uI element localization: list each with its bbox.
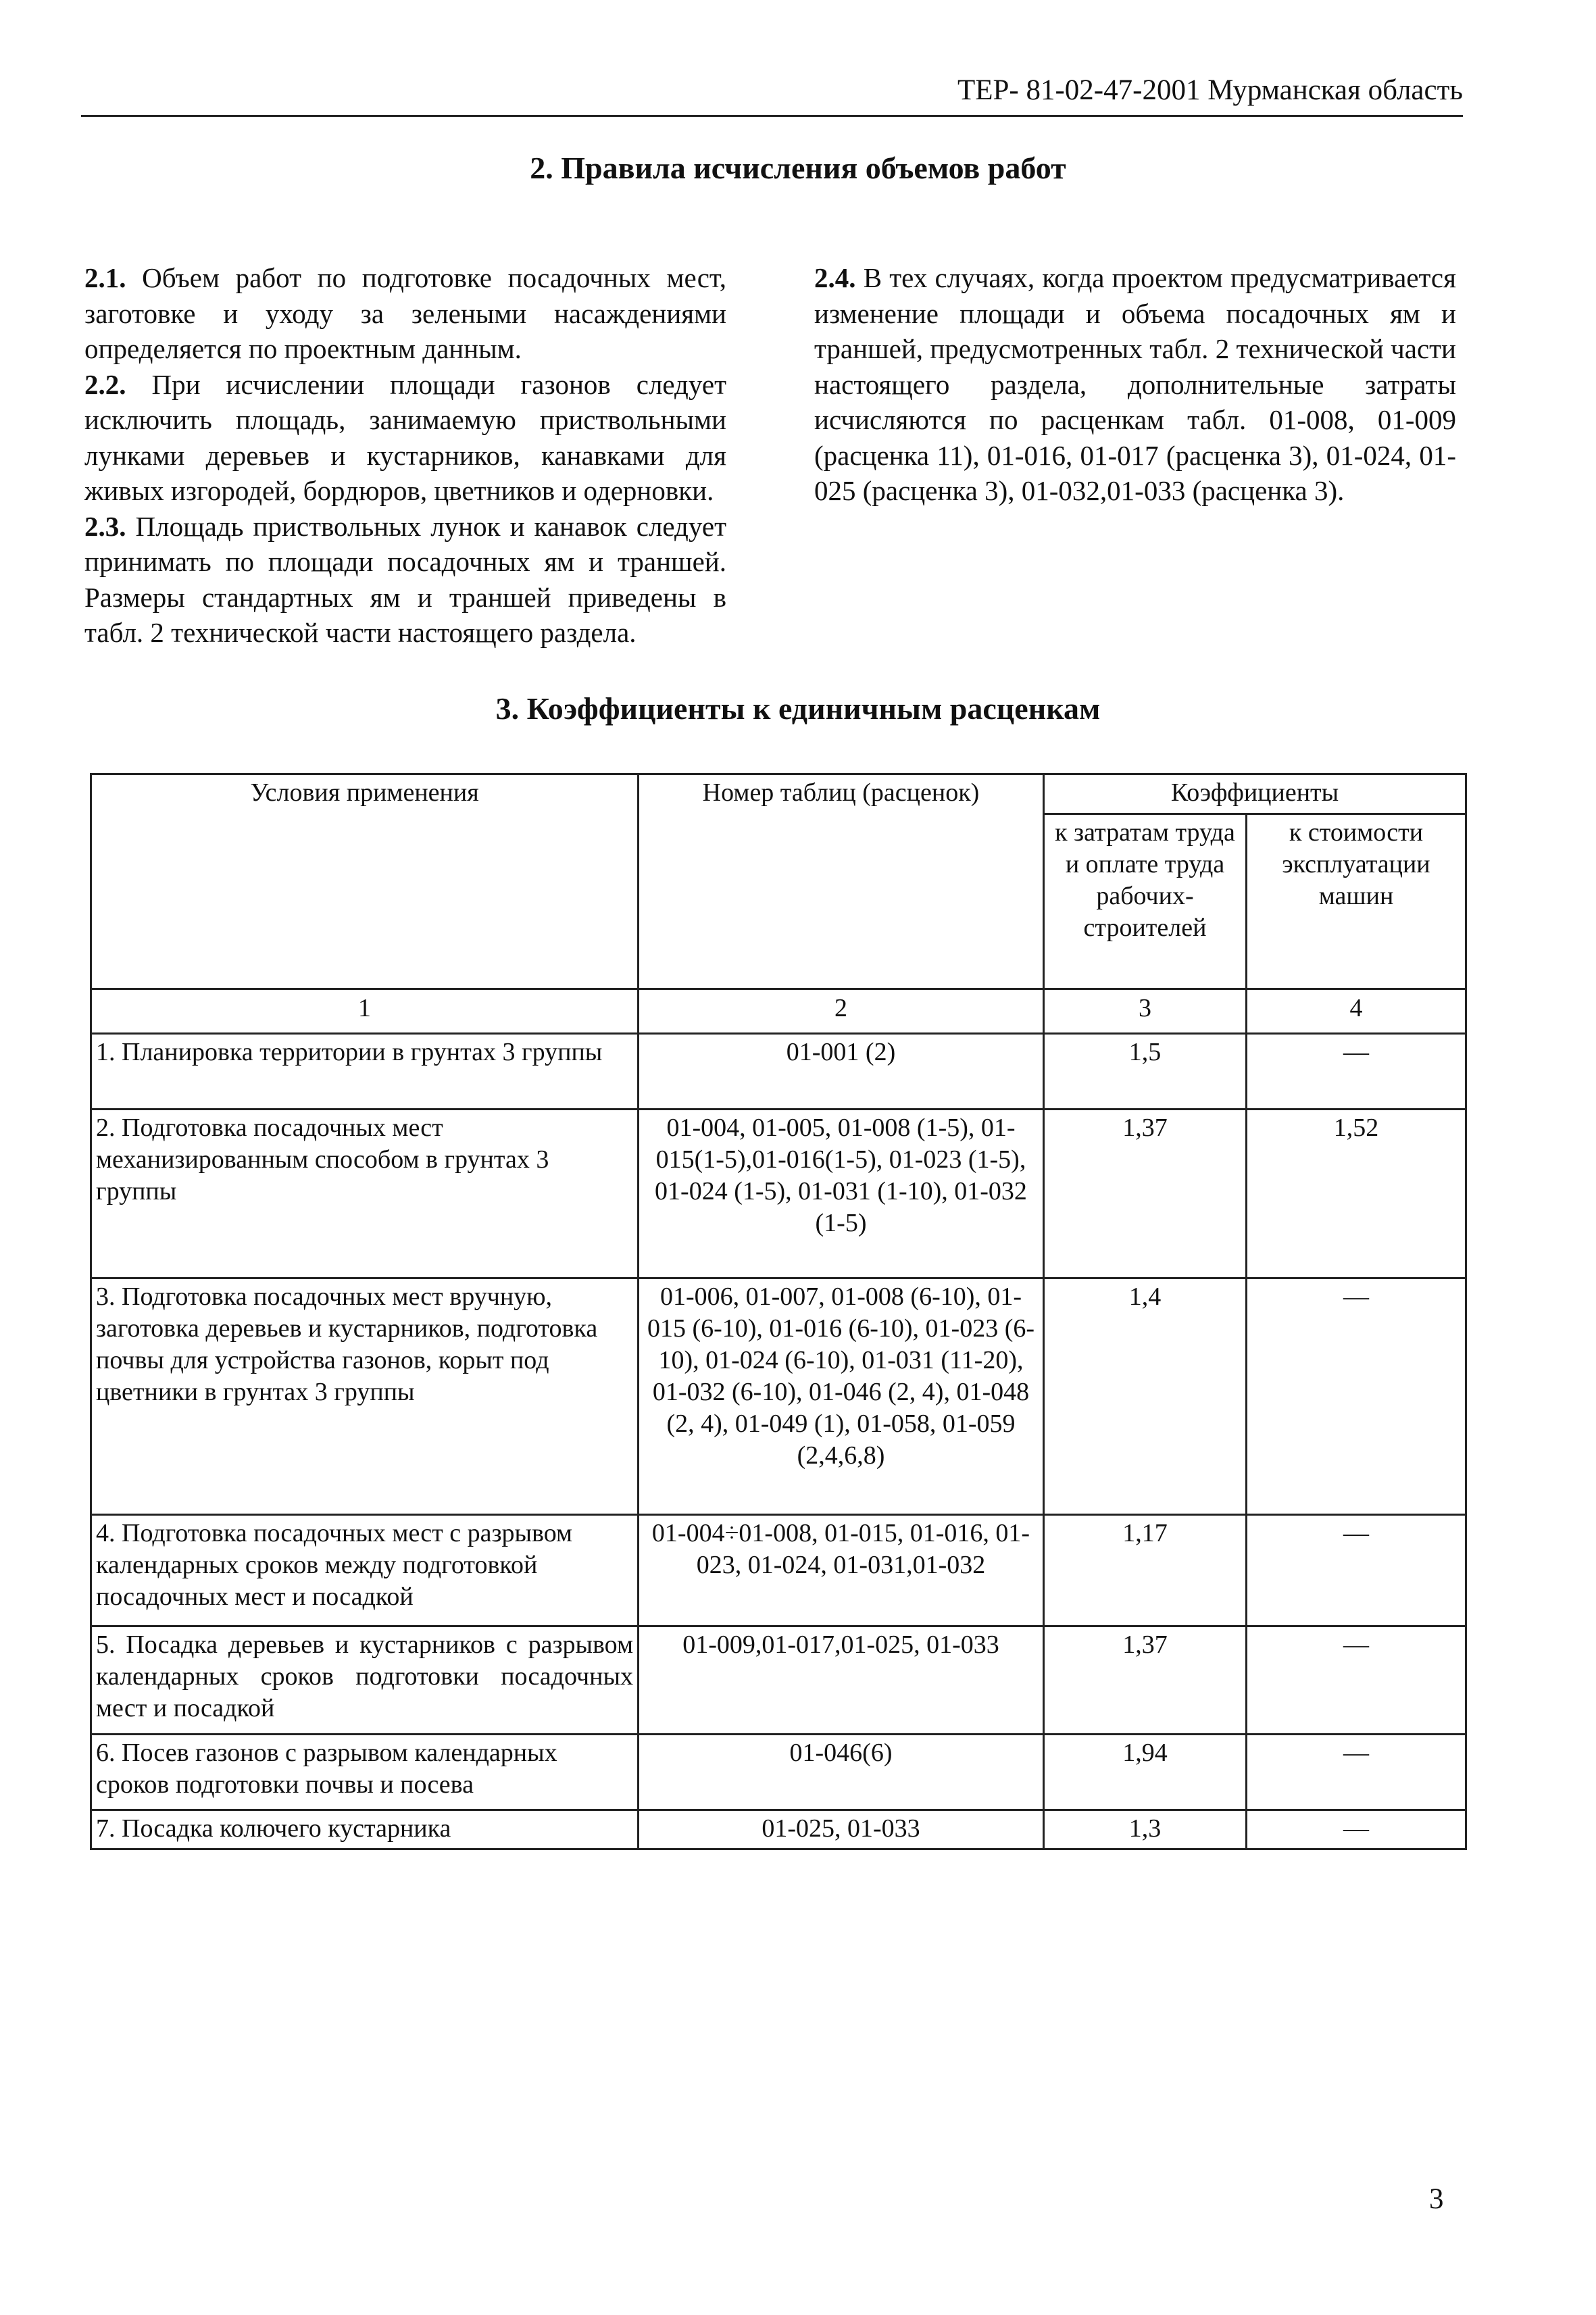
column-number: 2 — [639, 989, 1044, 1034]
paragraph-2-1 — [84, 260, 726, 367]
table-row — [91, 1626, 1466, 1735]
cell-machines: 1,52 — [1247, 1110, 1466, 1278]
cell-machines: — — [1247, 1034, 1466, 1110]
cell-tables: 01-004, 01-005, 01-008 (1-5), 01-015(1-5),01-016(1-5), 01-023 (1-5), 01-024 (1-5), 01-031 (1-10), 01-032 (1-5) — [639, 1110, 1044, 1278]
cell-tables: 01-046(6) — [639, 1735, 1044, 1810]
cell-condition: 7. Посадка колючего кустарника — [91, 1810, 639, 1849]
cell-tables: 01-009,01-017,01-025, 01-033 — [639, 1626, 1044, 1735]
cell-machines: — — [1247, 1735, 1466, 1810]
column-number: 4 — [1247, 989, 1466, 1034]
cell-condition: 3. Подготовка посадочных мест вручную, заготовка деревьев и кустарников, подготовка почвы для устройства газонов, корыт под цветники в грунтах 3 группы — [91, 1278, 639, 1515]
cell-labor: 1,3 — [1044, 1810, 1247, 1849]
table-row — [91, 1810, 1466, 1849]
cell-tables: 01-004÷01-008, 01-015, 01-016, 01-023, 01-024, 01-031,01-032 — [639, 1515, 1044, 1626]
header-machines: к стоимости эксплуатации машин — [1247, 814, 1466, 989]
cell-condition: 5. Посадка деревьев и кустарников с разрывом календарных сроков подготовки посадочных мест и посадкой — [91, 1626, 639, 1735]
header-conditions: Условия применения — [91, 774, 639, 989]
paragraph-text: При исчислении площади газонов следует исключить площадь, занимаемую приствольными лунками деревьев и кустарников, канавками для живых изгородей, бордюров, цветников и одерновки. — [84, 368, 726, 506]
cell-labor: 1,94 — [1044, 1735, 1247, 1810]
cell-machines: — — [1247, 1626, 1466, 1735]
column-number-row — [91, 989, 1466, 1034]
header-labor: к затратам труда и оплате труда рабочих-строителей — [1044, 814, 1247, 989]
cell-labor: 1,37 — [1044, 1110, 1247, 1278]
cell-labor: 1,17 — [1044, 1515, 1247, 1626]
cell-condition: 2. Подготовка посадочных мест механизированным способом в грунтах 3 группы — [91, 1110, 639, 1278]
cell-tables: 01-025, 01-033 — [639, 1810, 1044, 1849]
section-3-title: 3. Коэффициенты к единичным расценкам — [495, 691, 1101, 726]
cell-machines: — — [1247, 1278, 1466, 1515]
paragraph-number: 2.4. — [814, 262, 856, 293]
table-header-row — [91, 774, 1466, 814]
cell-machines: — — [1247, 1515, 1466, 1626]
cell-labor: 1,37 — [1044, 1626, 1247, 1735]
paragraph-number: 2.2. — [84, 368, 126, 400]
cell-labor: 1,5 — [1044, 1034, 1247, 1110]
cell-tables: 01-001 (2) — [639, 1034, 1044, 1110]
table-row — [91, 1034, 1466, 1110]
paragraph-2-2 — [84, 367, 726, 509]
paragraph-number: 2.3. — [84, 510, 126, 542]
paragraph-2-4 — [814, 260, 1456, 509]
table-row — [91, 1278, 1466, 1515]
column-number: 3 — [1044, 989, 1247, 1034]
table-row — [91, 1110, 1466, 1278]
paragraph-text: Площадь приствольных лунок и канавок следует принимать по площади посадочных ям и траншей. Размеры стандартных ям и траншей приведены в табл. 2 технической части настоящего раздела. — [84, 510, 726, 648]
section-2-title: 2. Правила исчисления объемов работ — [530, 151, 1066, 185]
cell-condition: 6. Посев газонов с разрывом календарных сроков подготовки почвы и посева — [91, 1735, 639, 1810]
header-coefficients: Коэффициенты — [1044, 774, 1466, 814]
text-column-right — [814, 260, 1456, 509]
table-row — [91, 1515, 1466, 1626]
text-column-left — [84, 260, 726, 651]
coefficients-table — [90, 773, 1467, 1850]
page-number: 3 — [1429, 2183, 1444, 2215]
cell-condition: 4. Подготовка посадочных мест с разрывом календарных сроков между подготовкой посадочных мест и посадкой — [91, 1515, 639, 1626]
paragraph-text: Объем работ по подготовке посадочных мест, заготовке и уходу за зелеными насаждениями определяется по проектным данным. — [84, 262, 726, 364]
cell-condition: 1. Планировка территории в грунтах 3 группы — [91, 1034, 639, 1110]
paragraph-number: 2.1. — [84, 262, 126, 293]
table-row — [91, 1735, 1466, 1810]
column-number: 1 — [91, 989, 639, 1034]
cell-labor: 1,4 — [1044, 1278, 1247, 1515]
cell-tables: 01-006, 01-007, 01-008 (6-10), 01-015 (6-10), 01-016 (6-10), 01-023 (6-10), 01-024 (6-10), 01-031 (11-20), 01-032 (6-10), 01-046 (2, 4), 01-048 (2, 4), 01-049 (1), 01-058, 01-059 (2,4,6,8) — [639, 1278, 1044, 1515]
cell-machines: — — [1247, 1810, 1466, 1849]
paragraph-text: В тех случаях, когда проектом предусматривается изменение площади и объема посадочных ям и траншей, предусмотренных табл. 2 технической части настоящего раздела, дополнительные затраты исчисляются по расценкам табл. 01-008, 01-009 (расценка 11), 01-016, 01-017 (расценка 3), 01-024, 01-025 (расценка 3), 01-032,01-033 (расценка 3). — [814, 262, 1456, 506]
running-header: ТЕР- 81-02-47-2001 Мурманская область — [81, 73, 1463, 117]
header-table-numbers: Номер таблиц (расценок) — [639, 774, 1044, 989]
paragraph-2-3 — [84, 509, 726, 651]
